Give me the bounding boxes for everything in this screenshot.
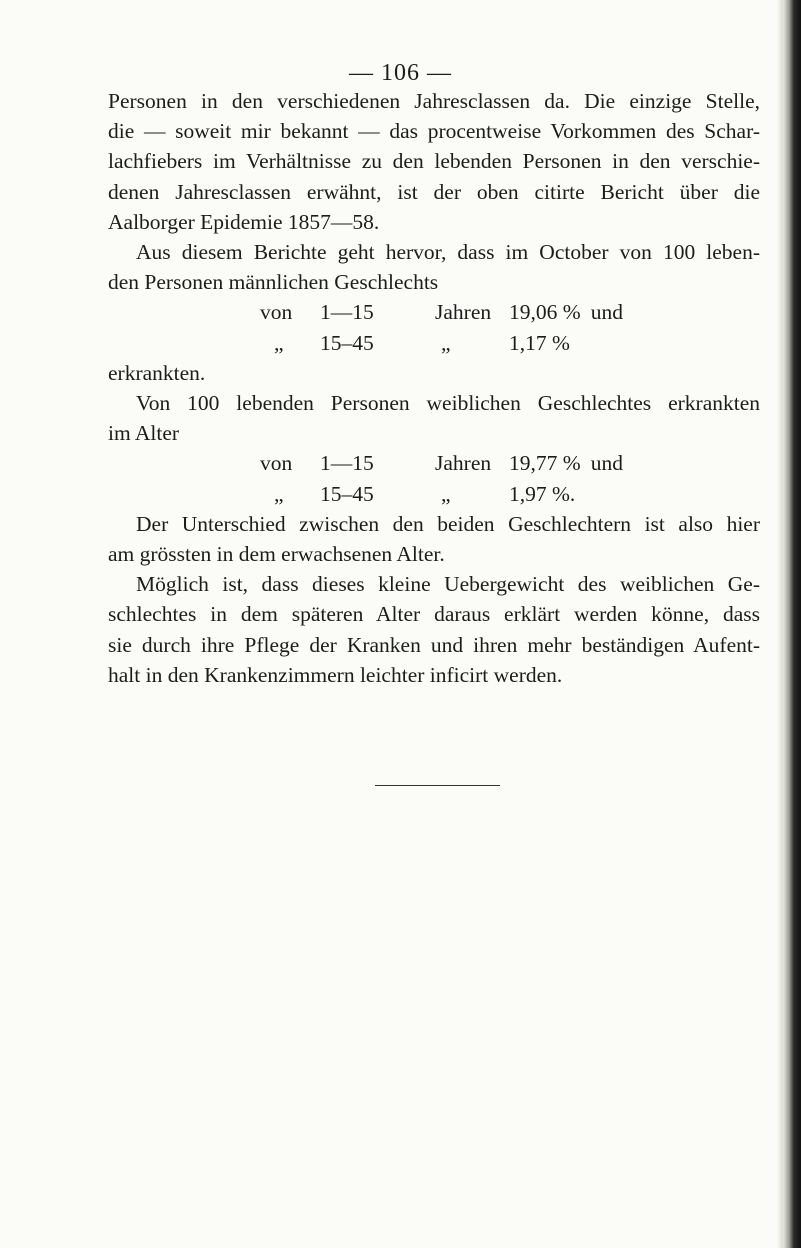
text-line: Aus diesem Berichte geht hervor, dass im October von 100 leben- — [136, 240, 760, 265]
text-line: lachfiebers im Verhältnisse zu den lebenden Personen in den verschie- — [108, 149, 760, 174]
text-line: die — soweit mir bekannt — das procentweise Vorkommen des Schar- — [108, 119, 760, 144]
stat-range: 1—15 — [320, 300, 374, 325]
stat-suffix: und — [590, 451, 623, 476]
stat-value: 1,97 — [509, 481, 547, 506]
text-line: Aalborger Epidemie 1857—58. — [108, 209, 380, 234]
stat-prefix: „ — [274, 330, 284, 355]
male-stat-row-1 — [108, 297, 760, 327]
stat-value: 19,77 — [509, 451, 558, 476]
stat-unit: „ — [441, 330, 451, 355]
text-line: schlechtes in dem späteren Alter daraus erklärt werden könne, dass — [108, 602, 760, 627]
text-line: Der Unterschied zwischen den beiden Geschlechtern ist also hier — [136, 511, 760, 536]
stat-unit: Jahren — [435, 451, 492, 476]
stat-range: 15–45 — [320, 330, 374, 355]
text-line: halt in den Krankenzimmern leichter inficirt werden. — [108, 662, 563, 687]
text-line: am grössten in dem erwachsenen Alter. — [108, 542, 445, 567]
text-line: erkrankten. — [108, 360, 206, 385]
section-divider — [375, 785, 500, 786]
book-binding-edge — [783, 0, 801, 1248]
text-line: sie durch ihre Pflege der Kranken und ihren mehr beständigen Aufent- — [108, 632, 760, 657]
text-line: den Personen männlichen Geschlechts — [108, 270, 439, 295]
stat-suffix: und — [590, 300, 623, 325]
text-line: Möglich ist, dass dieses kleine Uebergewicht des weiblichen Ge- — [136, 572, 760, 597]
stat-prefix: von — [260, 451, 293, 476]
stat-prefix: „ — [274, 481, 284, 506]
stat-prefix: von — [260, 300, 293, 325]
stat-value: 1,17 — [509, 330, 547, 355]
stat-range: 15–45 — [320, 481, 374, 506]
stat-percent: % — [562, 451, 581, 476]
stat-range: 1—15 — [320, 451, 374, 476]
female-stat-row-1 — [108, 448, 760, 478]
female-stat-row-2 — [108, 479, 760, 509]
text-line: Von 100 lebenden Personen weiblichen Geschlechtes erkrankten — [136, 391, 760, 416]
page-number: — 106 — — [349, 60, 452, 86]
stat-unit: „ — [441, 481, 451, 506]
stat-percent: %. — [552, 481, 576, 506]
stat-percent: % — [552, 330, 570, 355]
male-stat-row-2 — [108, 328, 760, 358]
text-line: denen Jahresclassen erwähnt, ist der oben citirte Bericht über die — [108, 179, 760, 204]
stat-percent: % — [562, 300, 581, 325]
text-line: im Alter — [108, 421, 180, 446]
text-line: Personen in den verschiedenen Jahresclassen da. Die einzige Stelle, — [108, 89, 760, 113]
stat-value: 19,06 — [509, 300, 558, 325]
body-text — [108, 86, 760, 690]
stat-unit: Jahren — [435, 300, 492, 325]
